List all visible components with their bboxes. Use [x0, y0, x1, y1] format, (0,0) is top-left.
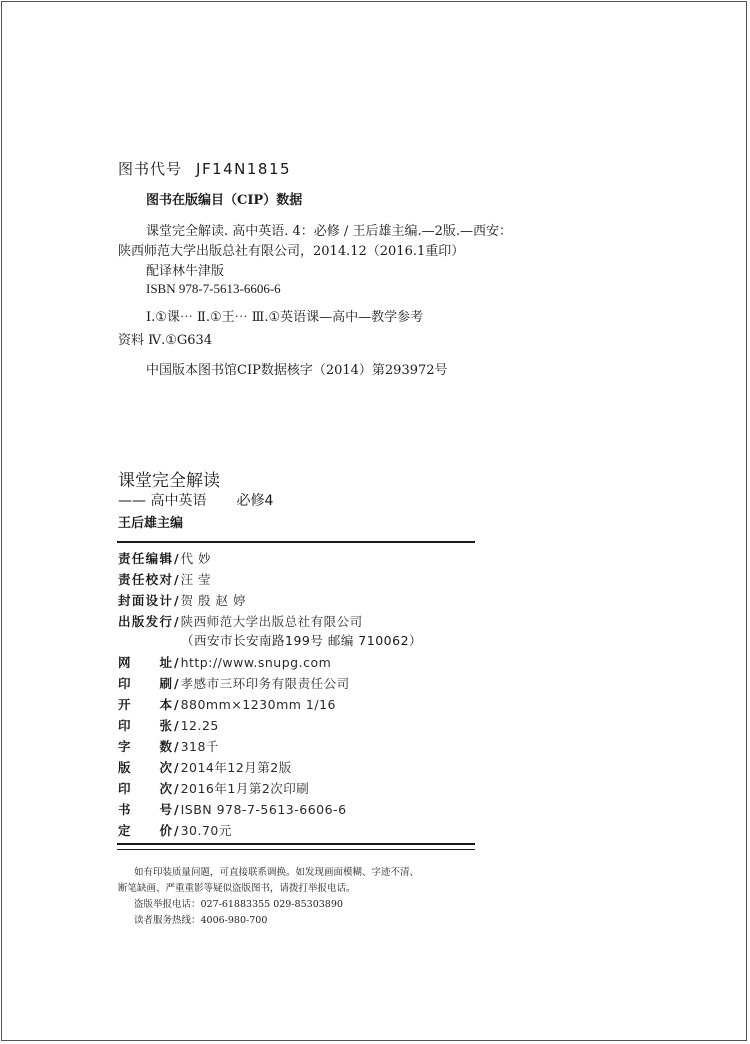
info-separator: /	[174, 760, 179, 775]
footer-note: 如有印装质量问题，可直接联系调换。如发现画面模糊、字迹不清、	[134, 867, 420, 878]
subtitle-suffix: 必修4	[236, 493, 274, 509]
book-code-value: JF14N1815	[196, 160, 292, 178]
info-value: 30.70元	[180, 823, 232, 838]
info-row	[118, 550, 211, 568]
info-row	[118, 801, 347, 819]
info-label: 定价	[118, 823, 172, 838]
info-value: 2016年1月第2次印刷	[180, 781, 310, 796]
info-label: 书号	[118, 802, 172, 817]
cip-record-number: 中国版本图书馆CIP数据核字（2014）第293972号	[146, 363, 448, 378]
page-frame	[1, 1, 747, 1041]
divider-bottom-thin	[117, 849, 475, 850]
book-code-label: 图书代号	[118, 160, 183, 178]
cip-line: 陕西师范大学出版总社有限公司，2014.12（2016.1重印）	[118, 244, 465, 259]
info-label: 责任编辑	[118, 551, 172, 566]
info-value: 贺 殷 赵 婷	[180, 593, 246, 608]
info-value: ISBN 978-7-5613-6606-6	[180, 802, 347, 817]
footer-reader-hotline: 读者服务热线：4006-980-700	[134, 915, 268, 926]
info-value: 汪 莹	[180, 572, 212, 587]
info-label: 出版发行	[118, 614, 172, 629]
info-value: 880mm×1230mm 1/16	[180, 697, 336, 712]
info-row	[118, 571, 211, 589]
cip-line: 课堂完全解读. 高中英语. 4：必修 / 王后雄主编.—2版.—西安：	[146, 224, 512, 239]
info-separator: /	[174, 572, 179, 587]
info-value: 12.25	[180, 718, 219, 733]
info-row	[118, 759, 292, 777]
info-value: 2014年12月第2版	[180, 760, 292, 775]
info-label: 印次	[118, 781, 172, 796]
info-row	[118, 592, 246, 610]
info-label: 版次	[118, 760, 172, 775]
info-label: 责任校对	[118, 572, 172, 587]
info-label: 网址	[118, 655, 172, 670]
book-title: 课堂完全解读	[118, 471, 220, 491]
info-row	[118, 613, 363, 631]
divider-bottom	[117, 843, 475, 845]
book-subtitle	[118, 490, 273, 510]
info-label: 印刷	[118, 676, 172, 691]
info-row	[118, 675, 350, 693]
info-separator: /	[174, 823, 179, 838]
book-code	[118, 158, 291, 179]
footer-note: 断笔缺画、严重重影等疑似盗版图书，请拨打举报电话。	[118, 883, 356, 894]
info-separator: /	[174, 655, 179, 670]
info-separator: /	[174, 781, 179, 796]
info-separator: /	[174, 802, 179, 817]
info-value: 孝感市三环印务有限责任公司	[180, 676, 350, 691]
info-value: http://www.snupg.com	[180, 655, 332, 670]
cip-classification: Ⅰ.①课⋯ Ⅱ.①王⋯ Ⅲ.①英语课—高中—教学参考	[146, 310, 424, 325]
info-row	[118, 696, 336, 714]
cip-heading: 图书在版编目（CIP）数据	[146, 193, 303, 208]
info-separator: /	[174, 676, 179, 691]
cip-isbn: ISBN 978-7-5613-6606-6	[146, 281, 281, 296]
info-separator: /	[174, 614, 179, 629]
info-row	[118, 738, 219, 756]
info-label: 印张	[118, 718, 172, 733]
info-row	[118, 654, 331, 672]
info-separator: /	[174, 697, 179, 712]
info-separator: /	[174, 551, 179, 566]
info-value: 陕西师范大学出版总社有限公司	[180, 614, 363, 629]
footer-piracy-hotline: 盗版举报电话：027-61883355 029-85303890	[134, 899, 343, 910]
info-value: 代 妙	[180, 551, 212, 566]
cip-classification-cont: 资料 Ⅳ.①G634	[118, 333, 213, 348]
info-label: 封面设计	[118, 593, 172, 608]
info-separator: /	[174, 718, 179, 733]
info-row	[118, 822, 232, 840]
info-row	[118, 717, 219, 735]
book-editor: 王后雄主编	[118, 516, 184, 531]
cip-line: 配译林牛津版	[146, 264, 225, 279]
info-row	[118, 780, 309, 798]
info-separator: /	[174, 739, 179, 754]
publisher-address: （西安市长安南路199号 邮编 710062）	[181, 633, 423, 648]
info-label: 字数	[118, 739, 172, 754]
info-value: 318千	[180, 739, 219, 754]
subtitle-prefix: —— 高中英语	[118, 493, 207, 509]
info-separator: /	[174, 593, 179, 608]
info-label: 开本	[118, 697, 172, 712]
divider-top	[117, 541, 475, 543]
